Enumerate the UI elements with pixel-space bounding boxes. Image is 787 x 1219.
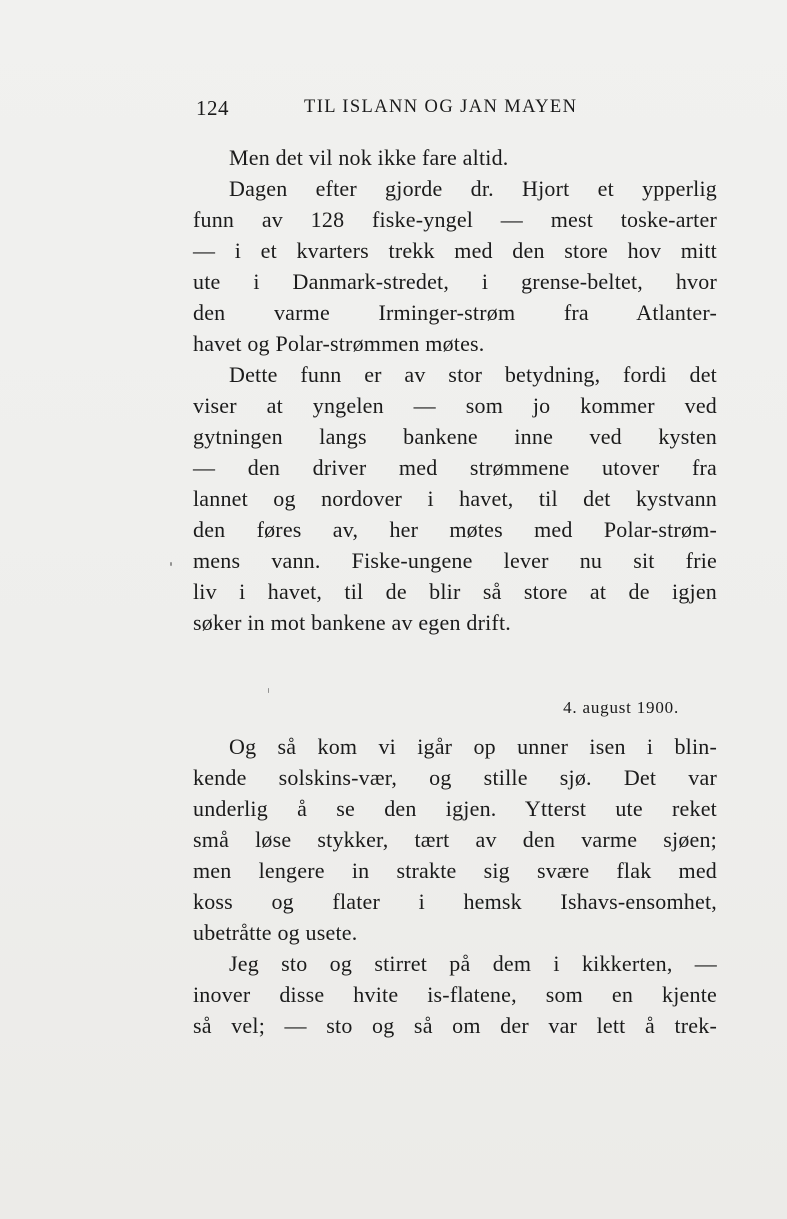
text-line: funn av 128 fiske-yngel — mest toske-arter	[193, 207, 717, 232]
text-line: havet og Polar-strømmen møtes.	[193, 331, 485, 356]
text-section-second	[193, 731, 717, 1041]
text-line: så vel; — sto og så om der var lett å trek-	[193, 1013, 717, 1038]
text-line: Og så kom vi igår op unner isen i blin-	[229, 734, 717, 759]
text-line: inover disse hvite is-flatene, som en kjente	[193, 982, 717, 1007]
text-line: underlig å se den igjen. Ytterst ute reket	[193, 796, 717, 821]
text-line: den føres av, her møtes med Polar-strøm-	[193, 517, 717, 542]
text-line: ute i Danmark-stredet, i grense-beltet, hvor	[193, 269, 717, 294]
paragraph-4	[193, 731, 717, 948]
text-section-first	[193, 142, 717, 638]
text-line: mens vann. Fiske-ungene lever nu sit frie	[193, 548, 717, 573]
text-line: koss og flater i hemsk Ishavs-ensomhet,	[193, 889, 717, 914]
text-line: søker in mot bankene av egen drift.	[193, 610, 511, 635]
text-line: Dette funn er av stor betydning, fordi det	[229, 362, 717, 387]
text-line: den varme Irminger-strøm fra Atlanter-	[193, 300, 717, 325]
running-title: TIL ISLANN OG JAN MAYEN	[304, 97, 578, 117]
text-line: — den driver med strømmene utover fra	[193, 455, 717, 480]
paragraph-1	[193, 142, 717, 173]
paragraph-3	[193, 359, 717, 638]
dateline: 4. august 1900.	[563, 698, 679, 717]
text-line: Men det vil nok ikke fare altid.	[229, 145, 509, 170]
print-speck	[268, 688, 269, 693]
page-number: 124	[196, 96, 229, 120]
print-speck	[170, 562, 172, 566]
paragraph-5	[193, 948, 717, 1041]
text-line: ubetråtte og usete.	[193, 920, 358, 945]
text-line: små løse stykker, tært av den varme sjøen;	[193, 827, 717, 852]
text-line: liv i havet, til de blir så store at de igjen	[193, 579, 717, 604]
text-line: kende solskins-vær, og stille sjø. Det var	[193, 765, 717, 790]
text-line: lannet og nordover i havet, til det kystvann	[193, 486, 717, 511]
text-line: gytningen langs bankene inne ved kysten	[193, 424, 717, 449]
text-line: viser at yngelen — som jo kommer ved	[193, 393, 717, 418]
text-line: Jeg sto og stirret på dem i kikkerten, —	[229, 951, 717, 976]
text-line: — i et kvarters trekk med den store hov mitt	[193, 238, 717, 263]
text-line: men lengere in strakte sig svære flak med	[193, 858, 717, 883]
paragraph-2	[193, 173, 717, 359]
text-line: Dagen efter gjorde dr. Hjort et ypperlig	[229, 176, 717, 201]
page-header	[196, 96, 716, 124]
